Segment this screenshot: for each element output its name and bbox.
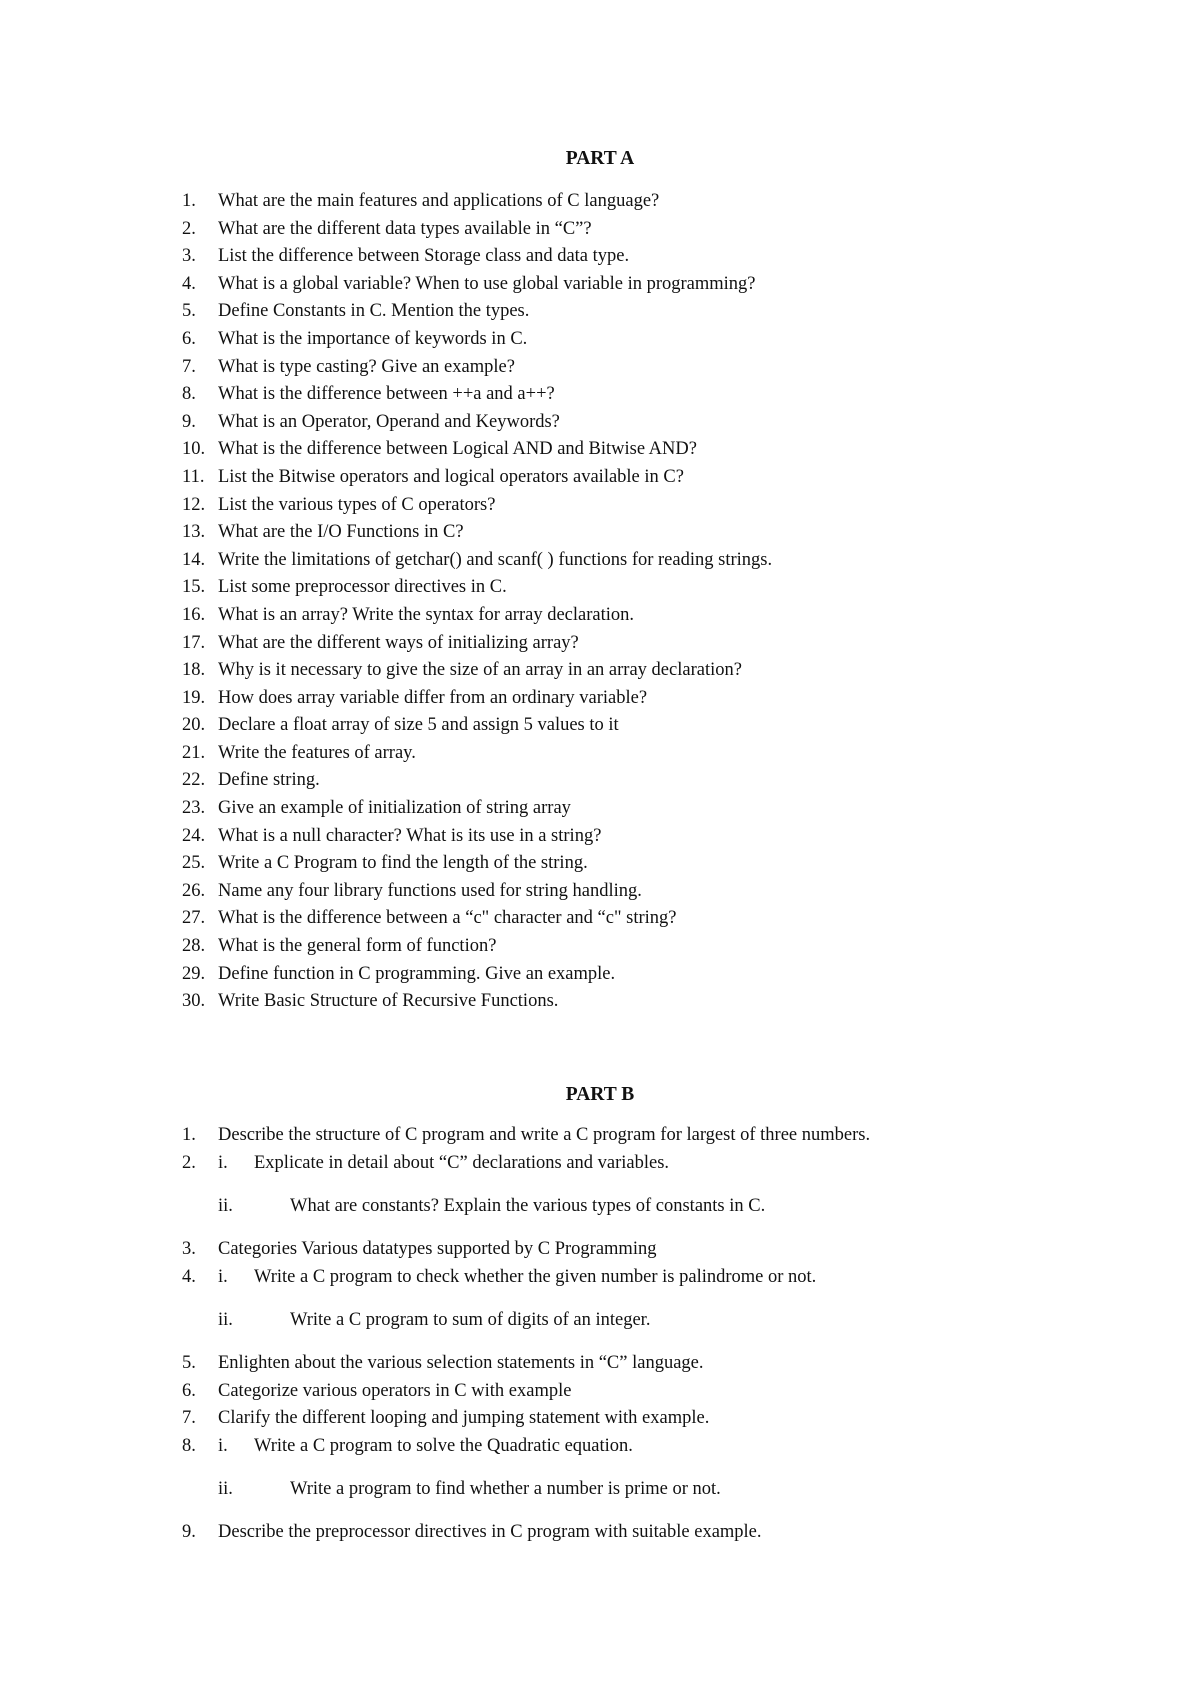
- sub-question-number: ii.: [218, 1309, 233, 1330]
- part-a-question-26: [182, 878, 772, 906]
- question-number: 22.: [182, 770, 206, 791]
- question-text: How does array variable differ from an ordinary variable?: [218, 687, 648, 708]
- question-text: List the various types of C operators?: [218, 494, 496, 515]
- question-text: List the difference between Storage class and data type.: [218, 246, 630, 267]
- part-b-question-2: [182, 1150, 870, 1178]
- question-text: Categories Various datatypes supported by C Programming: [218, 1238, 657, 1259]
- part-a-question-1: [182, 188, 772, 216]
- question-text: What is an Operator, Operand and Keywords?: [218, 411, 560, 432]
- part-a-question-6: [182, 326, 772, 354]
- question-number: 21.: [182, 742, 206, 763]
- question-number: 8.: [182, 384, 196, 405]
- part-a-question-15: [182, 574, 772, 602]
- question-number: 8.: [182, 1435, 196, 1456]
- question-number: 10.: [182, 439, 206, 460]
- part-a-question-30: [182, 988, 772, 1016]
- question-number: 1.: [182, 1125, 196, 1145]
- sub-question-text: Write a C program to check whether the given number is palindrome or not.: [254, 1266, 817, 1287]
- question-number: 12.: [182, 494, 206, 515]
- question-text: Describe the structure of C program and write a C program for largest of three numbers.: [218, 1125, 871, 1145]
- question-text: Why is it necessary to give the size of an array in an array declaration?: [218, 660, 742, 681]
- question-text: What is a null character? What is its use in a string?: [218, 825, 602, 846]
- question-text: What is the difference between a “c" character and “c" string?: [218, 908, 677, 929]
- part-a-question-12: [182, 492, 772, 520]
- question-text: Declare a float array of size 5 and assign 5 values to it: [218, 715, 619, 736]
- question-text: What is an array? Write the syntax for array declaration.: [218, 604, 634, 625]
- question-number: 3.: [182, 246, 196, 267]
- part-a-question-10: [182, 436, 772, 464]
- part-a-question-14: [182, 547, 772, 575]
- question-number: 4.: [182, 1266, 196, 1287]
- question-text: Write the features of array.: [218, 742, 416, 763]
- question-number: 9.: [182, 411, 196, 432]
- part-a-question-5: [182, 298, 772, 326]
- part-b-question-2-ii: [182, 1193, 870, 1221]
- question-number: 5.: [182, 1352, 196, 1373]
- question-text: Name any four library functions used for string handling.: [218, 880, 642, 901]
- question-text: List some preprocessor directives in C.: [218, 577, 507, 598]
- sub-question-text: Write a C program to solve the Quadratic equation.: [254, 1435, 633, 1456]
- part-a-question-7: [182, 354, 772, 382]
- question-text: What is type casting? Give an example?: [218, 356, 515, 377]
- part-a-question-13: [182, 519, 772, 547]
- question-number: 18.: [182, 660, 206, 681]
- question-number: 4.: [182, 273, 196, 294]
- question-text: Give an example of initialization of string array: [218, 798, 571, 819]
- question-text: Write Basic Structure of Recursive Functions.: [218, 991, 559, 1012]
- part-b-question-5: [182, 1350, 870, 1378]
- sub-question-text: Write a C program to sum of digits of an integer.: [290, 1309, 651, 1330]
- question-text: Describe the preprocessor directives in C program with suitable example.: [218, 1522, 762, 1543]
- question-number: 6.: [182, 328, 196, 349]
- part-a-question-20: [182, 712, 772, 740]
- question-text: What is a global variable? When to use global variable in programming?: [218, 273, 756, 294]
- sub-question-number: i.: [218, 1435, 228, 1456]
- question-number: 14.: [182, 549, 206, 570]
- question-number: 19.: [182, 687, 206, 708]
- question-number: 2.: [182, 218, 196, 239]
- question-text: What is the difference between Logical AND and Bitwise AND?: [218, 439, 697, 460]
- part-a-question-3: [182, 243, 772, 271]
- question-text: Write a C Program to find the length of the string.: [218, 853, 588, 874]
- question-text: What is the difference between ++a and a++?: [218, 384, 555, 405]
- question-number: 3.: [182, 1238, 196, 1259]
- part-a-question-24: [182, 823, 772, 851]
- question-number: 9.: [182, 1522, 196, 1543]
- question-number: 7.: [182, 356, 196, 377]
- question-text: Write the limitations of getchar() and scanf( ) functions for reading strings.: [218, 549, 773, 570]
- question-number: 15.: [182, 577, 206, 598]
- part-a-question-27: [182, 905, 772, 933]
- sub-question-text: Write a program to find whether a number is prime or not.: [290, 1478, 721, 1499]
- sub-question-number: i.: [218, 1266, 228, 1287]
- part-a-question-2: [182, 216, 772, 244]
- question-text: What is the importance of keywords in C.: [218, 328, 528, 349]
- question-text: Enlighten about the various selection statements in “C” language.: [218, 1352, 704, 1373]
- question-number: 17.: [182, 632, 206, 653]
- part-a-question-9: [182, 409, 772, 437]
- part-a-question-4: [182, 271, 772, 299]
- part-b-heading: PART B: [565, 1084, 635, 1105]
- question-number: 25.: [182, 853, 206, 874]
- sub-question-text: Explicate in detail about “C” declarations and variables.: [254, 1152, 670, 1173]
- question-number: 16.: [182, 604, 206, 625]
- question-number: 24.: [182, 825, 206, 846]
- question-number: 7.: [182, 1408, 196, 1429]
- part-b-question-8: [182, 1433, 870, 1461]
- question-text: Clarify the different looping and jumping statement with example.: [218, 1408, 710, 1429]
- part-b-question-6: [182, 1378, 870, 1406]
- question-number: 29.: [182, 963, 206, 984]
- part-a-question-19: [182, 685, 772, 713]
- part-a-question-16: [182, 602, 772, 630]
- part-a-question-29: [182, 961, 772, 989]
- question-number: 27.: [182, 908, 206, 929]
- question-number: 26.: [182, 880, 206, 901]
- part-b-question-list: [182, 1122, 870, 1547]
- question-text: Define string.: [218, 770, 320, 791]
- part-a-heading: PART A: [565, 148, 635, 169]
- sub-question-text: What are constants? Explain the various types of constants in C.: [290, 1195, 766, 1216]
- part-a-question-25: [182, 850, 772, 878]
- part-a-question-18: [182, 657, 772, 685]
- part-a-question-21: [182, 740, 772, 768]
- question-text: Categorize various operators in C with example: [218, 1380, 572, 1401]
- question-number: 13.: [182, 522, 206, 543]
- sub-question-number: i.: [218, 1152, 228, 1173]
- question-text: What is the general form of function?: [218, 936, 497, 957]
- part-a-question-11: [182, 464, 772, 492]
- question-text: What are the different ways of initializing array?: [218, 632, 579, 653]
- part-b-question-9: [182, 1519, 870, 1547]
- question-text: What are the main features and applications of C language?: [218, 191, 660, 211]
- part-a-question-28: [182, 933, 772, 961]
- question-text: What are the different data types available in “C”?: [218, 218, 592, 239]
- part-a-question-8: [182, 381, 772, 409]
- part-b-question-7: [182, 1405, 870, 1433]
- question-text: List the Bitwise operators and logical operators available in C?: [218, 466, 684, 487]
- question-number: 6.: [182, 1380, 196, 1401]
- question-number: 5.: [182, 301, 196, 322]
- part-a-question-list: [182, 188, 772, 1016]
- question-text: Define Constants in C. Mention the types.: [218, 301, 530, 322]
- part-b-question-8-ii: [182, 1476, 870, 1504]
- question-text: Define function in C programming. Give an example.: [218, 963, 616, 984]
- question-number: 20.: [182, 715, 206, 736]
- part-b-question-4: [182, 1264, 870, 1292]
- sub-question-number: ii.: [218, 1478, 233, 1499]
- question-number: 11.: [182, 466, 205, 487]
- part-a-question-22: [182, 767, 772, 795]
- question-number: 28.: [182, 936, 206, 957]
- question-text: What are the I/O Functions in C?: [218, 522, 464, 543]
- question-number: 1.: [182, 191, 196, 211]
- question-number: 23.: [182, 798, 206, 819]
- question-number: 2.: [182, 1152, 196, 1173]
- part-a-question-17: [182, 630, 772, 658]
- sub-question-number: ii.: [218, 1195, 233, 1216]
- part-b-question-1: [182, 1122, 870, 1150]
- part-b-question-3: [182, 1236, 870, 1264]
- question-number: 30.: [182, 991, 206, 1012]
- part-a-question-23: [182, 795, 772, 823]
- part-b-question-4-ii: [182, 1307, 870, 1335]
